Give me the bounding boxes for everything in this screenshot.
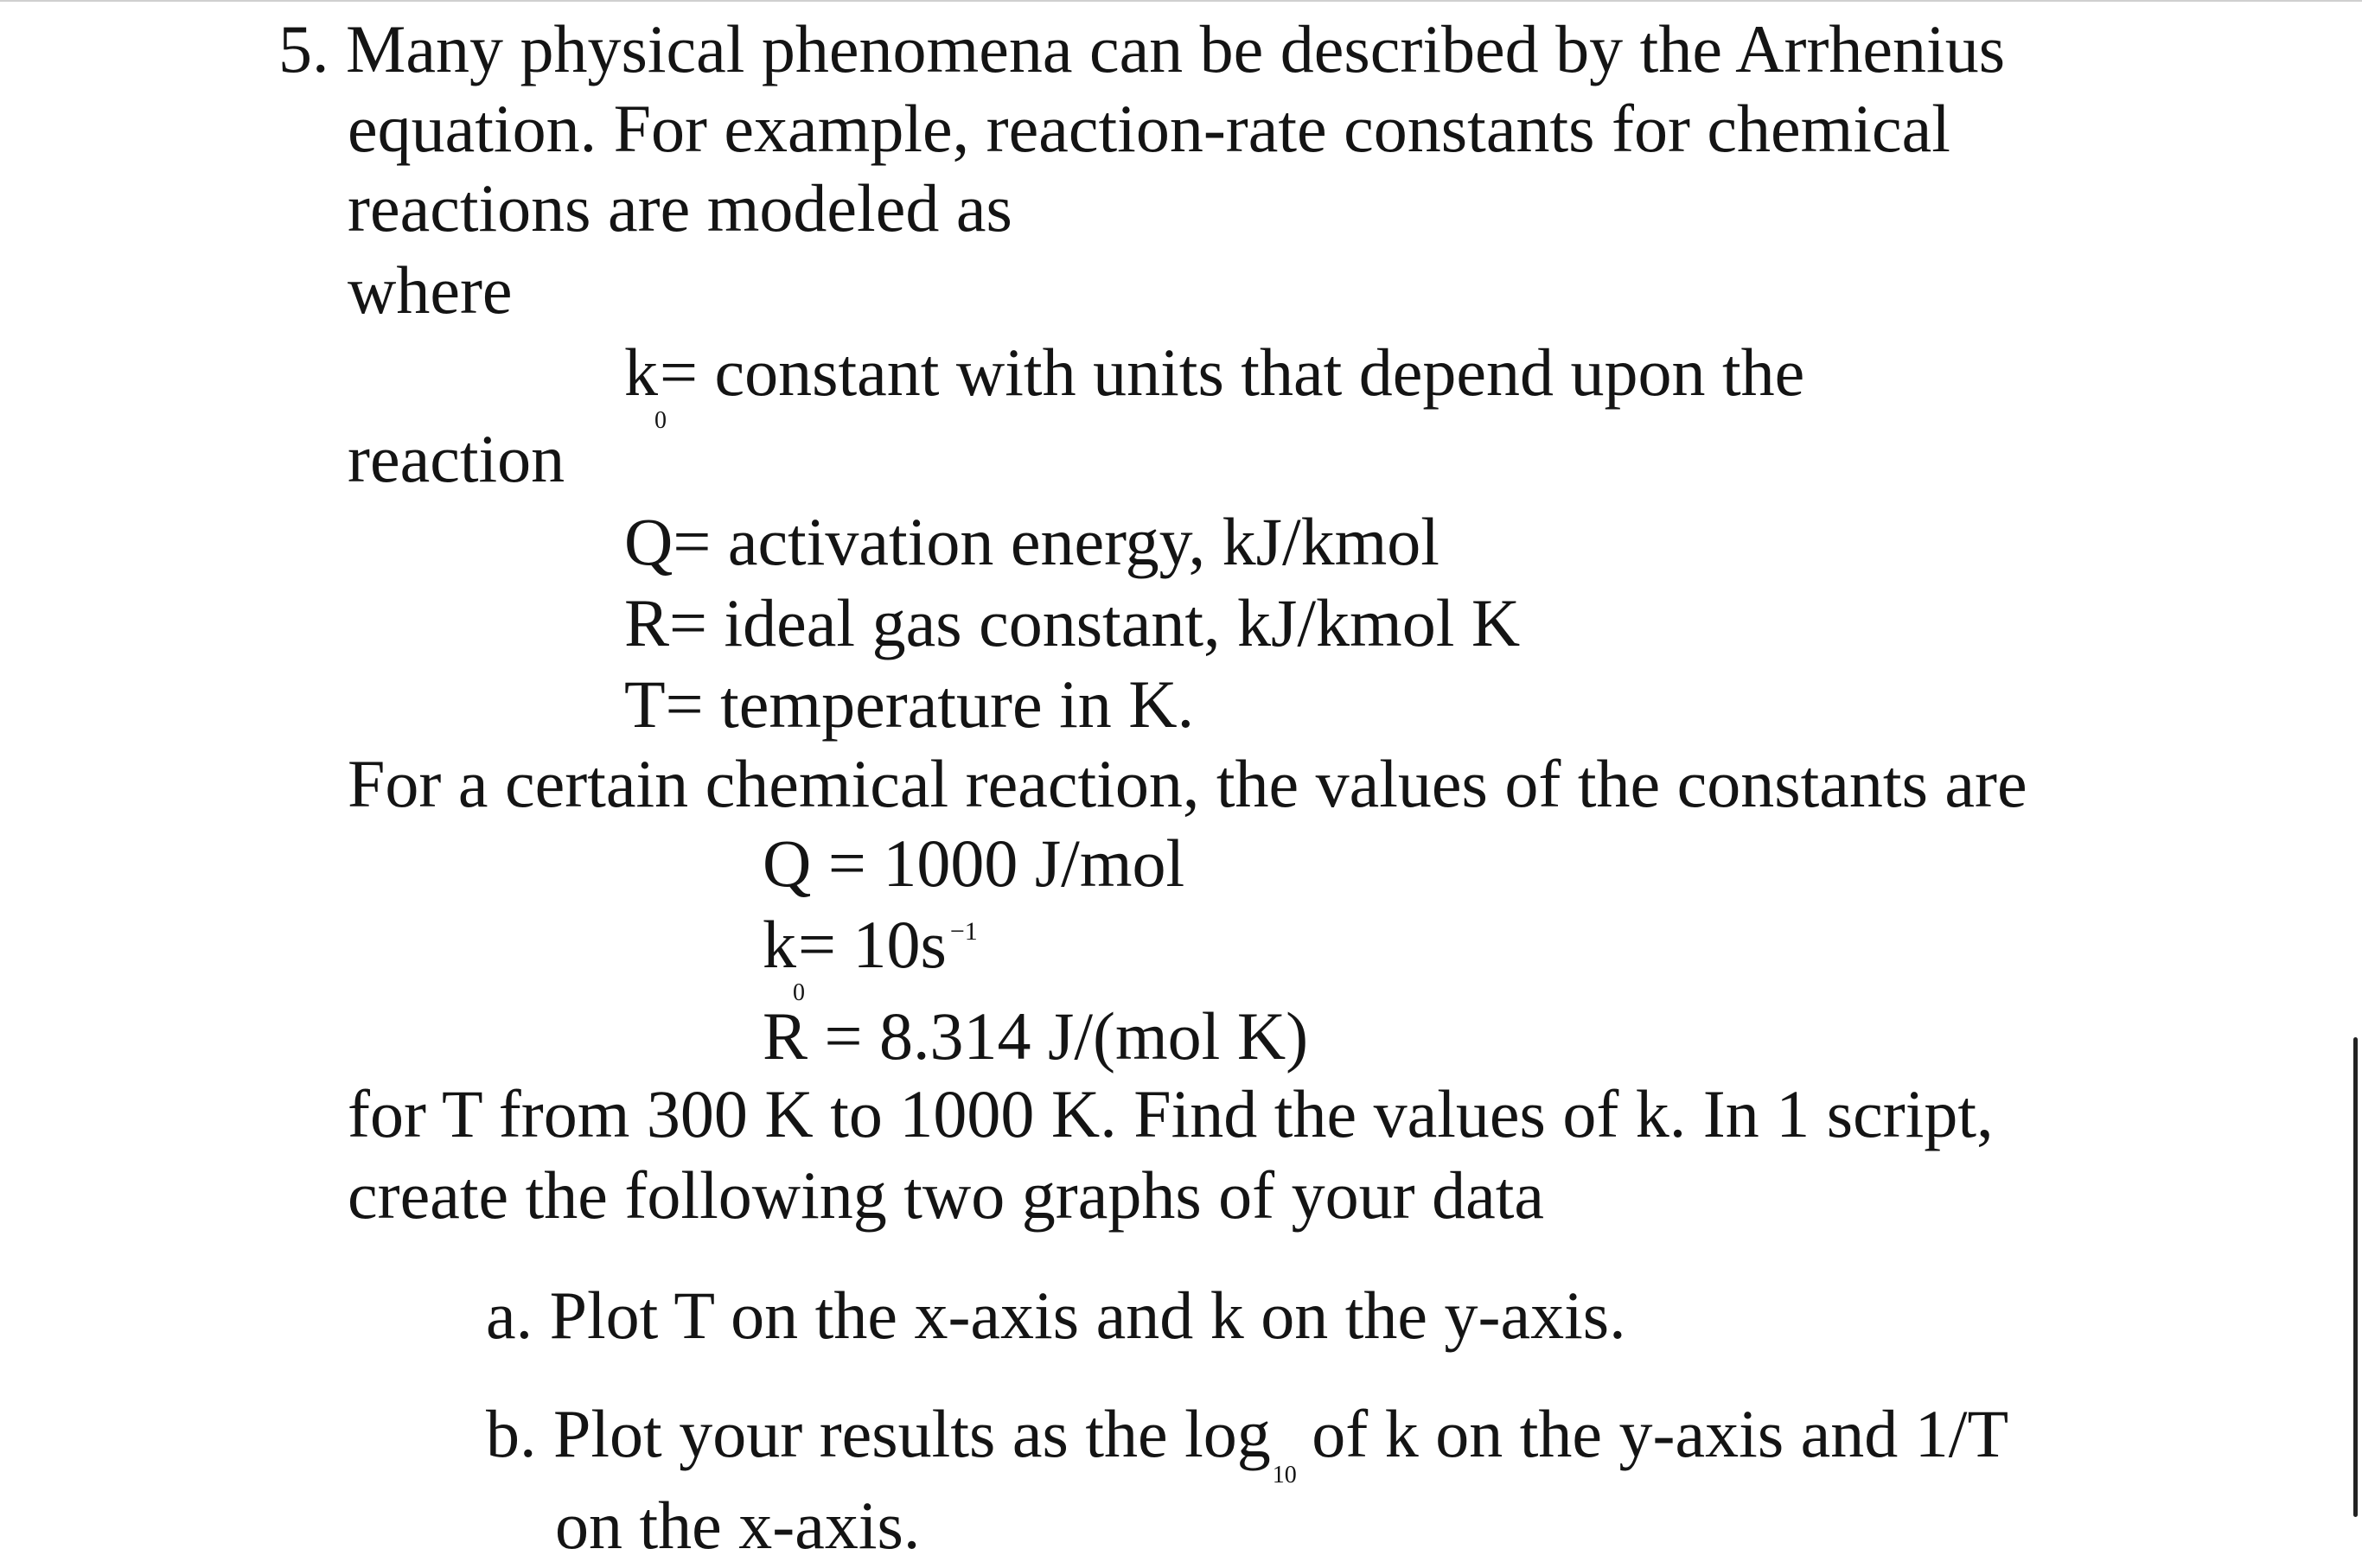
- intro-line-3: reactions are modeled as: [348, 170, 1012, 245]
- top-border: [0, 0, 2362, 2]
- definition-R: R= ideal gas constant, kJ/kmol K: [624, 585, 1521, 660]
- const-k0-subscript: 0: [793, 979, 805, 1006]
- constant-R: R = 8.314 J/(mol K): [763, 998, 1309, 1074]
- definition-T: T= temperature in K.: [624, 666, 1195, 742]
- k0-symbol: k: [624, 335, 658, 410]
- intro-text-1: Many physical phenomena can be described by the Arrhenius: [346, 11, 2006, 86]
- constants-intro: For a certain chemical reaction, the values of the constants are: [348, 746, 2027, 821]
- constant-Q: Q = 1000 J/mol: [763, 825, 1185, 901]
- where-label: where: [348, 252, 513, 328]
- k0-subscript: 0: [654, 407, 667, 434]
- vertical-scrollbar[interactable]: [2353, 1037, 2358, 1517]
- problem-number: 5.: [278, 11, 329, 86]
- part-b-text-post: of k on the y-axis and 1/T: [1294, 1396, 2009, 1471]
- const-k0-value: = 10s: [798, 907, 947, 982]
- definition-Q: Q= activation energy, kJ/kmol: [624, 504, 1440, 579]
- intro-line-1: [278, 11, 2006, 86]
- const-k0-exponent: −1: [949, 917, 978, 946]
- task-line-2: create the following two graphs of your data: [348, 1157, 1545, 1233]
- definition-k0: [624, 335, 1805, 434]
- k0-definition: = constant with units that depend upon the: [660, 335, 1805, 410]
- const-k0-symbol: k: [763, 907, 796, 982]
- part-a: a. Plot T on the x-axis and k on the y-axis.: [486, 1278, 1626, 1353]
- part-b-continuation: on the x-axis.: [555, 1488, 921, 1563]
- definition-k0-continuation: reaction: [348, 421, 565, 496]
- log-base-subscript: 10: [1272, 1462, 1297, 1488]
- constant-k0: [763, 907, 978, 1006]
- intro-line-2: equation. For example, reaction-rate constants for chemical: [348, 91, 1950, 166]
- task-line-1: for T from 300 K to 1000 K. Find the values of k. In 1 script,: [348, 1076, 1994, 1151]
- part-b-text-pre: b. Plot your results as the log: [486, 1396, 1271, 1471]
- part-b: [486, 1396, 2009, 1488]
